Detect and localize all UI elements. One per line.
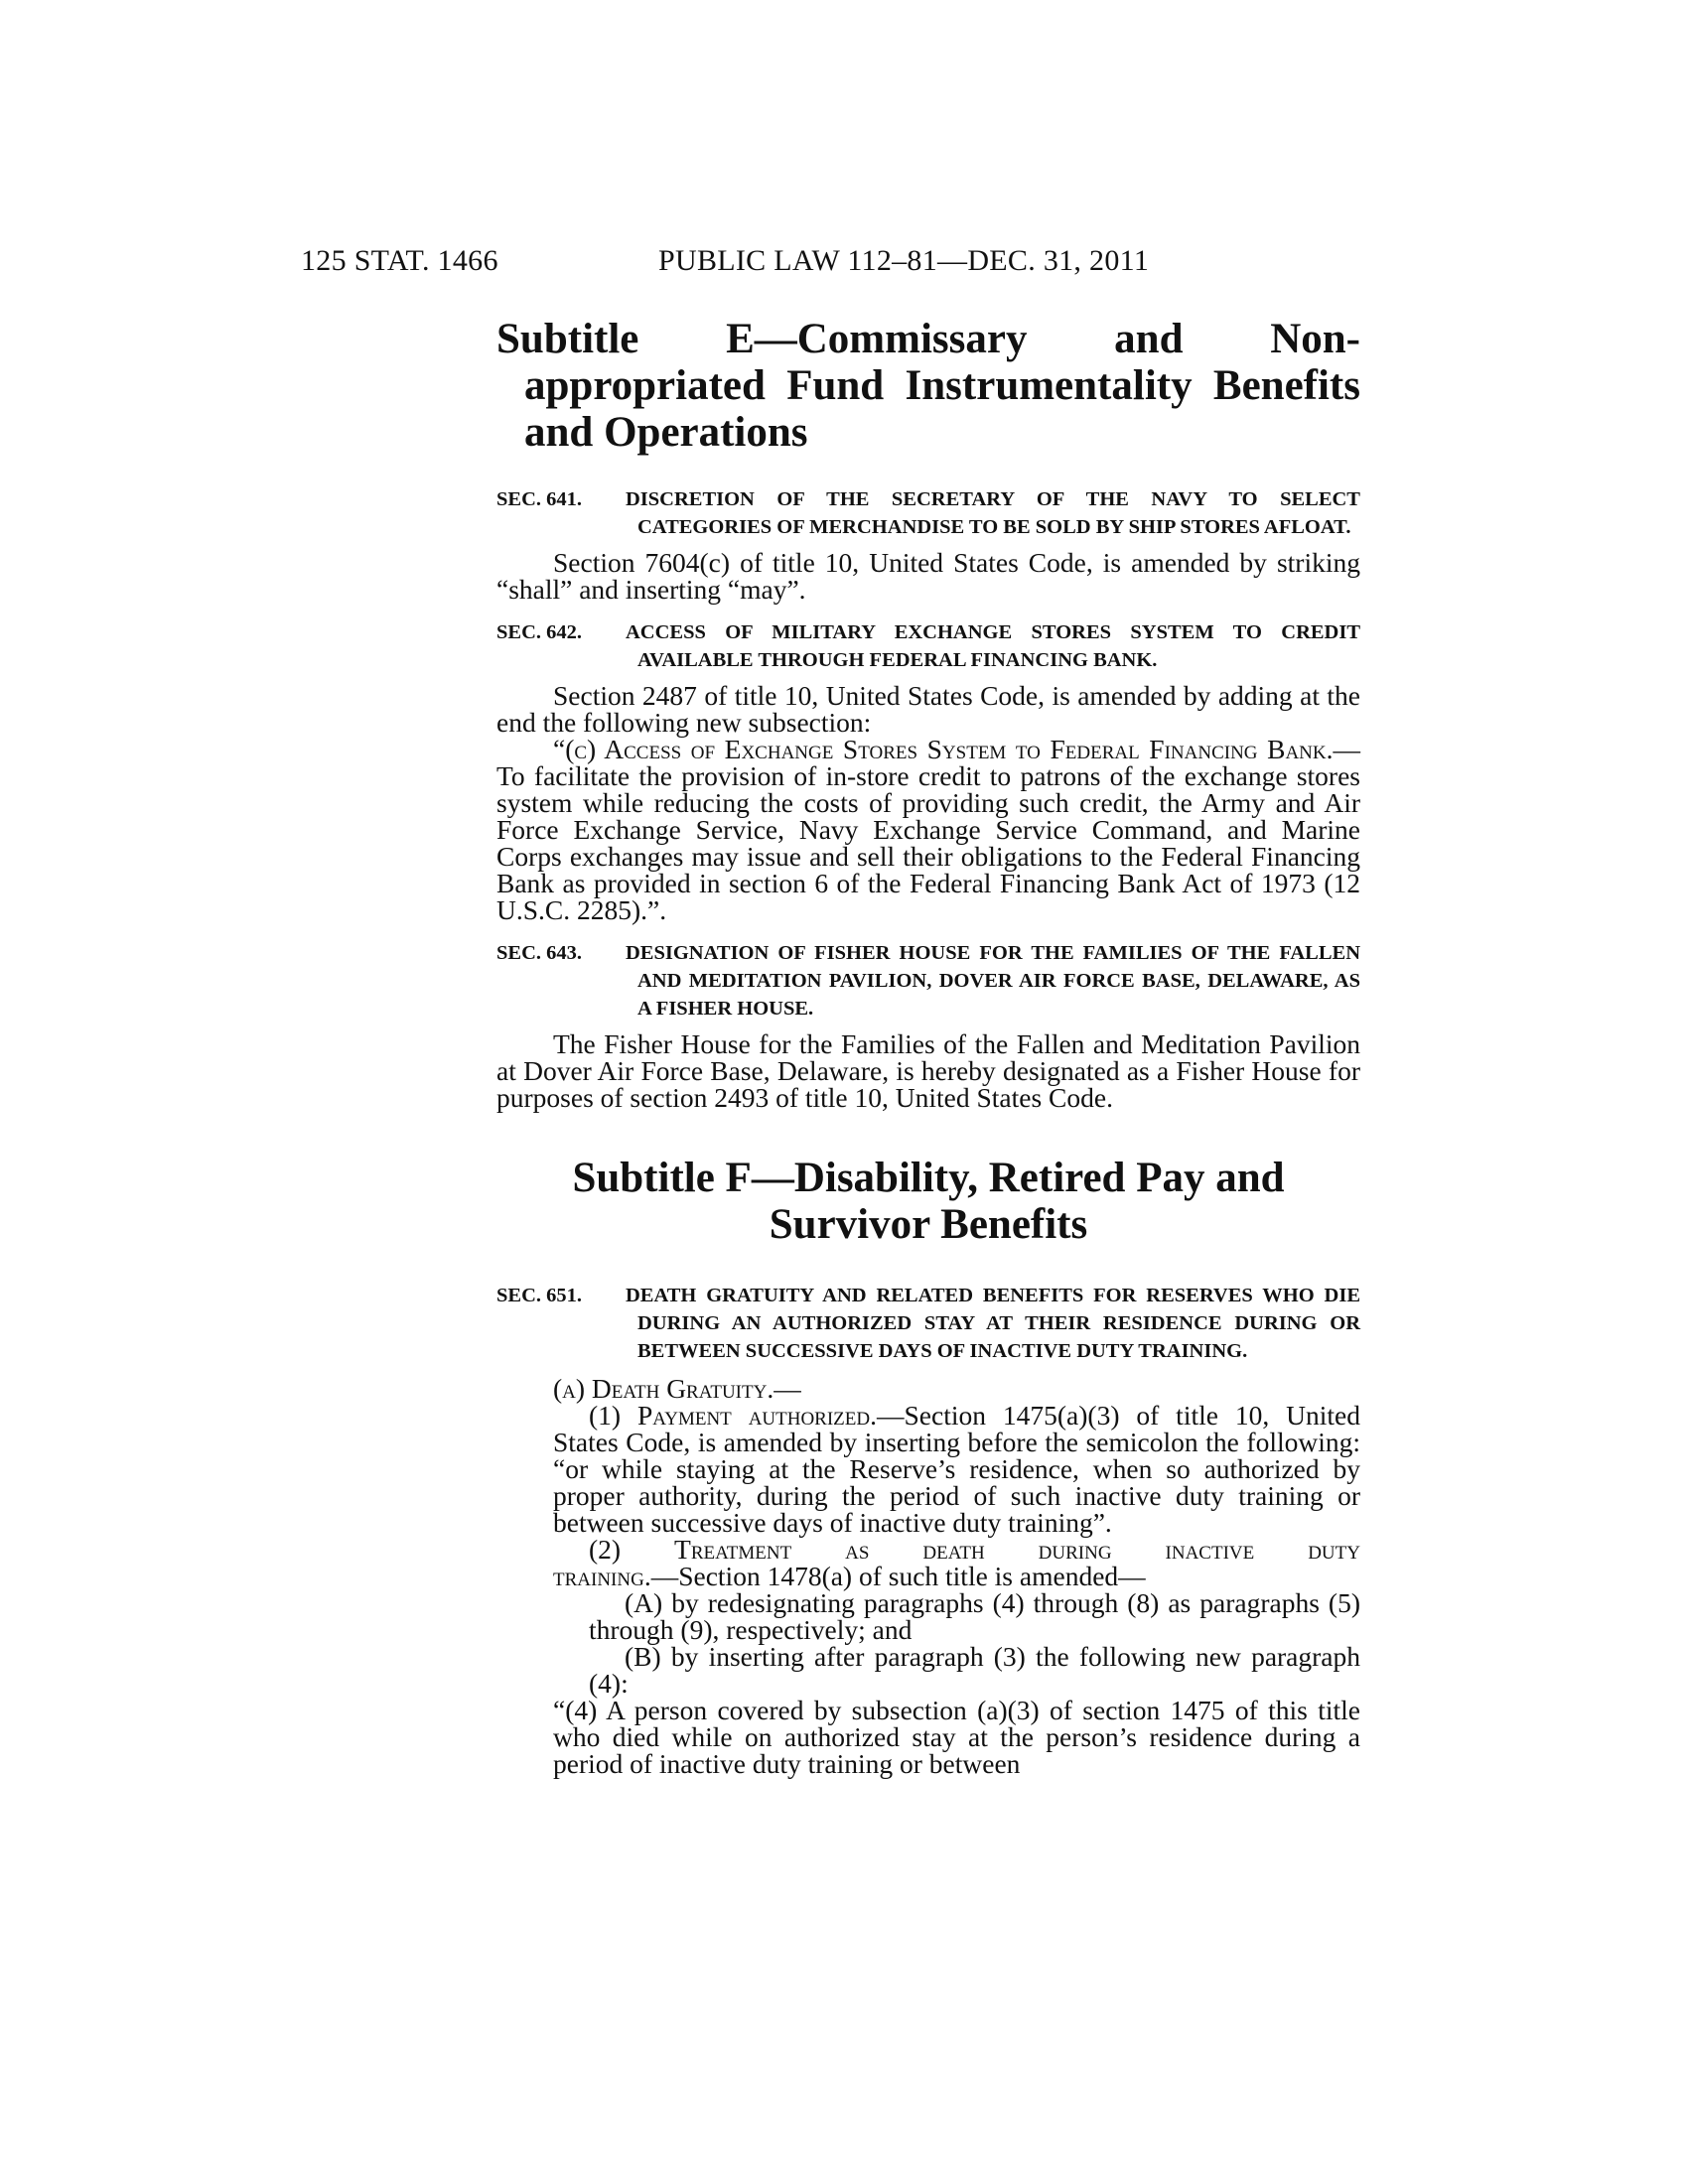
section-title: DISCRETION OF THE SECRETARY OF THE NAVY TO SELECT CATEGORIES OF MERCHANDISE TO BE SOLD BY SHIP STORES AFLOAT.: [626, 488, 1360, 538]
paragraph-2-label: (2): [589, 1534, 675, 1565]
paragraph-2-heading: Treatment as death during inactive duty: [674, 1534, 1360, 1565]
subtitle-f-line2: Survivor Benefits: [769, 1201, 1088, 1248]
section-number: SEC. 641.: [496, 488, 583, 510]
quoted-subsection-text: —To facilitate the provision of in-store credit to patrons of the exchange stores system while reducing the costs of providing such credit, the Army and Air Force Exchange Service, Navy Exchange Service Command, and Marine Corps exchanges may issue and sell their obligations to the Federal Financing Bank as provided in section 6 of the Federal Financing Bank Act of 1973 (12 U.S.C. 2285).”.: [496, 734, 1360, 925]
section-title: ACCESS OF MILITARY EXCHANGE STORES SYSTEM TO CREDIT AVAILABLE THROUGH FEDERAL FINANCING BANK.: [626, 621, 1360, 671]
paragraph-2-heading-line: [553, 1536, 1360, 1563]
sec-641-body: Section 7604(c) of title 10, United States Code, is amended by striking “shall” and inserting “may”.: [496, 547, 1360, 605]
sec-642-quoted-subsection: [496, 736, 1360, 923]
section-number: SEC. 642.: [496, 621, 583, 643]
statute-page-number: 125 STAT. 1466: [301, 244, 498, 277]
paragraph-1-label: (1): [589, 1400, 637, 1431]
subparagraph-a: (A) by redesignating paragraphs (4) through (8) as paragraphs (5) through (9), respectively; and: [589, 1587, 1360, 1645]
paragraph-1-heading: Payment authorized.: [636, 1400, 877, 1431]
sec-651-heading: [496, 1282, 1360, 1365]
section-number: SEC. 651.: [496, 1285, 583, 1306]
sec-643-heading: [496, 939, 1360, 1023]
section-title: DESIGNATION OF FISHER HOUSE FOR THE FAMILIES OF THE FALLEN AND MEDITATION PAVILION, DOVER AIR FORCE BASE, DELAWARE, AS A FISHER HOUSE.: [626, 942, 1360, 1020]
paragraph-2-heading-cont: training.: [553, 1561, 651, 1591]
section-title: DEATH GRATUITY AND RELATED BENEFITS FOR RESERVES WHO DIE DURING AN AUTHORIZED STAY AT THEIR RESIDENCE DURING OR BETWEEN SUCCESSIVE DAYS OF INACTIVE DUTY TRAINING.: [626, 1285, 1360, 1362]
subtitle-e-heading: Subtitle E—Commissary and Non-appropriated Fund Instrumentality Benefits and Operations: [496, 316, 1360, 456]
paragraph-2: [553, 1563, 1360, 1589]
subparagraph-b: (B) by inserting after paragraph (3) the following new paragraph (4):: [589, 1641, 1360, 1699]
subsection-a-label: (a) Death Gratuity.: [553, 1373, 774, 1404]
paragraph-2-text: —Section 1478(a) of such title is amended—: [650, 1561, 1146, 1591]
section-number: SEC. 643.: [496, 942, 583, 964]
subtitle-f-line1: Subtitle F—Disability, Retired Pay and: [572, 1155, 1285, 1201]
subsection-a-dash: —: [774, 1373, 801, 1404]
paragraph-1-text: —Section 1475(a)(3) of title 10, United States Code, is amended by inserting before the semicolon the following: “or while staying at the Reserve’s residence, when so authorized by proper authority, during the period of such inactive duty training or between successive days of inactive duty training”.: [553, 1400, 1360, 1538]
sec-643-body: The Fisher House for the Families of the Fallen and Meditation Pavilion at Dover Air Force Base, Delaware, is hereby designated as a Fisher House for purposes of section 2493 of title 10, United States Code.: [496, 1028, 1360, 1113]
sec-642-body: Section 2487 of title 10, United States Code, is amended by adding at the end the following new subsection:: [496, 680, 1360, 738]
page-content: [496, 316, 1360, 1777]
subsection-a-heading: [553, 1375, 1360, 1402]
paragraph-1: [553, 1402, 1360, 1536]
sec-641-heading: [496, 485, 1360, 541]
public-law-citation: PUBLIC LAW 112–81—DEC. 31, 2011: [658, 244, 1150, 277]
subtitle-f-heading: [496, 1155, 1360, 1248]
quoted-paragraph-4: “(4) A person covered by subsection (a)(3) of section 1475 of this title who died while on authorized stay at the person’s residence during a period of inactive duty training or between: [553, 1695, 1360, 1779]
sec-642-heading: [496, 618, 1360, 674]
quoted-subsection-heading: “(c) Access of Exchange Stores System to Federal Financing Bank.: [553, 734, 1334, 764]
